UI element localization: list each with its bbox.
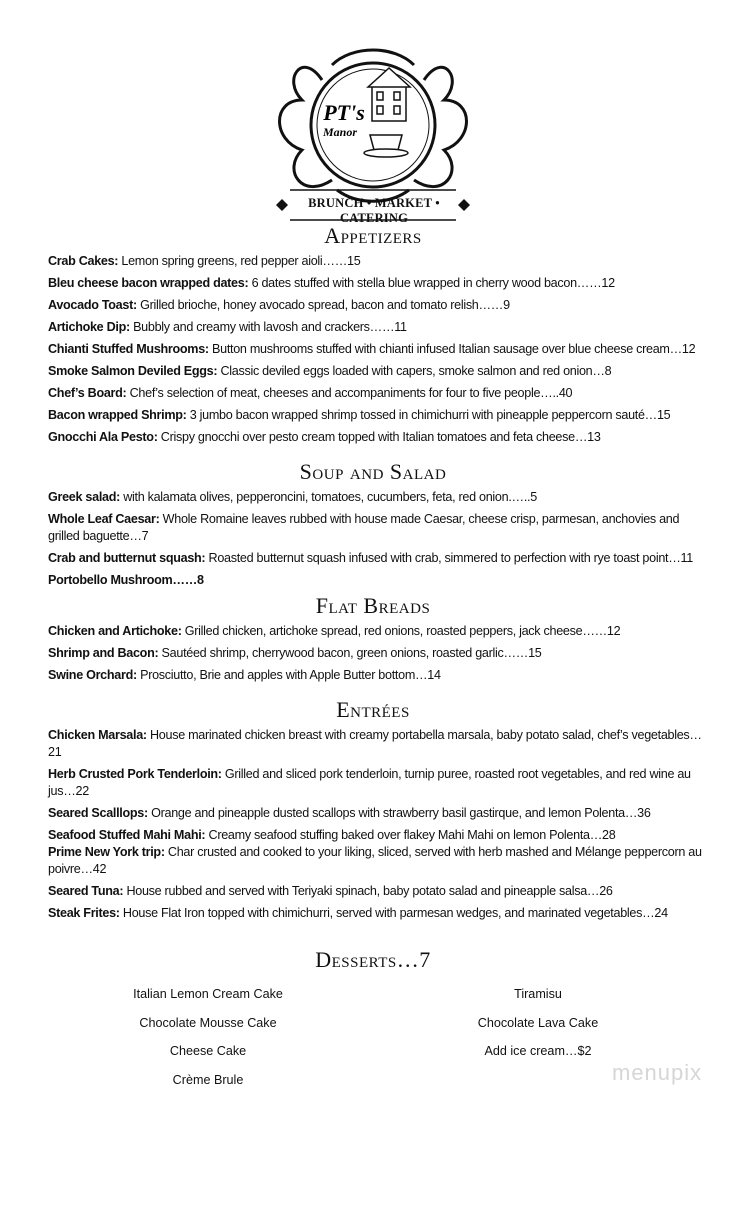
item-name: Smoke Salmon Deviled Eggs:	[48, 364, 218, 378]
item-name: Crab and butternut squash:	[48, 551, 206, 565]
item-name: Portobello Mushroom……8	[48, 573, 204, 587]
menu-item	[48, 844, 708, 878]
item-desc: 3 jumbo bacon wrapped shrimp tossed in chimichurri with pineapple peppercorn sauté…15	[186, 408, 671, 422]
dessert-item: Tiramisu	[514, 987, 562, 1001]
item-desc: Whole Romaine leaves rubbed with house made Caesar, cheese crisp, parmesan, anchovies and grilled baguette…7	[48, 512, 680, 543]
item-name: Chicken Marsala:	[48, 728, 147, 742]
item-name: Seared Scalllops:	[48, 806, 148, 820]
dessert-item: Crème Brule	[172, 1072, 244, 1087]
item-desc: House Flat Iron topped with chimichurri, served with parmesan wedges, and marinated vegetables…24	[119, 906, 668, 920]
menu-item	[48, 883, 708, 900]
item-name: Bleu cheese bacon wrapped dates:	[48, 276, 249, 290]
menu-item	[48, 297, 708, 314]
menu-item	[48, 905, 708, 922]
desserts-left-column	[78, 986, 338, 1100]
item-name: Herb Crusted Pork Tenderloin:	[48, 767, 222, 781]
item-desc: Roasted butternut squash infused with crab, simmered to perfection with rye toast point…11	[205, 551, 694, 565]
item-desc: House marinated chicken breast with creamy portabella marsala, baby potato salad, chef’s vegetables…21	[48, 728, 702, 759]
item-desc: 6 dates stuffed with stella blue wrapped in cherry wood bacon……12	[248, 276, 615, 290]
menu-item	[48, 623, 708, 640]
item-desc: Button mushrooms stuffed with chianti infused Italian sausage over blue cheese cream…12	[208, 342, 696, 356]
menu-item	[48, 727, 708, 761]
dessert-item: Add ice cream…$2	[484, 1044, 592, 1058]
item-desc: Bubbly and creamy with lavosh and crackers……11	[129, 320, 407, 334]
item-desc: Creamy seafood stuffing baked over flakey Mahi Mahi on lemon Polenta…28	[205, 828, 616, 842]
item-desc: Orange and pineapple dusted scallops with strawberry basil gastirque, and lemon Polenta…36	[147, 806, 651, 820]
item-name: Steak Frites:	[48, 906, 120, 920]
item-desc: House rubbed and served with Teriyaki spinach, baby potato salad and pineapple salsa…26	[123, 884, 613, 898]
item-name: Chianti Stuffed Mushrooms:	[48, 342, 209, 356]
menu-item	[48, 407, 708, 424]
menu-item	[48, 766, 708, 800]
menu-item	[48, 363, 708, 380]
item-name: Greek salad:	[48, 490, 121, 504]
item-name: Gnocchi Ala Pesto:	[48, 430, 158, 444]
flat-breads-heading: Flat Breads	[315, 593, 431, 618]
item-name: Seafood Stuffed Mahi Mahi:	[48, 828, 206, 842]
item-name: Whole Leaf Caesar:	[48, 512, 160, 526]
menu-item	[48, 489, 708, 506]
item-desc: Crispy gnocchi over pesto cream topped with Italian tomatoes and feta cheese…13	[157, 430, 601, 444]
item-name: Shrimp and Bacon:	[48, 646, 159, 660]
menu-item	[48, 253, 708, 270]
item-name: Seared Tuna:	[48, 884, 124, 898]
menu-item	[48, 645, 708, 662]
appetizers-heading: Appetizers	[324, 223, 422, 248]
desserts-heading: Desserts…7	[315, 947, 431, 972]
item-name: Avocado Toast:	[48, 298, 137, 312]
soup-salad-list	[48, 489, 708, 589]
item-desc: Classic deviled eggs loaded with capers, smoke salmon and red onion…8	[217, 364, 612, 378]
menu-item	[48, 572, 708, 589]
item-name: Prime New York trip:	[48, 845, 165, 859]
menu-item	[48, 319, 708, 336]
logo-sub: Manor	[322, 125, 358, 139]
item-desc: Grilled chicken, artichoke spread, red onions, roasted peppers, jack cheese……12	[181, 624, 621, 638]
item-desc: with kalamata olives, pepperoncini, tomatoes, cucumbers, feta, red onion.…..5	[120, 490, 537, 504]
item-name: Chicken and Artichoke:	[48, 624, 182, 638]
logo-tagline: BRUNCH • MARKET • CATERING	[308, 196, 440, 225]
menu-item	[48, 341, 708, 358]
menu-item	[48, 805, 708, 822]
flat-breads-list	[48, 623, 708, 684]
item-name: Swine Orchard:	[48, 668, 137, 682]
entrees-list	[48, 727, 708, 922]
menu-item	[48, 667, 708, 684]
item-desc: Prosciutto, Brie and apples with Apple Butter bottom…14	[136, 668, 441, 682]
soup-salad-heading: Soup and Salad	[299, 459, 447, 484]
item-desc: Lemon spring greens, red pepper aioli……15	[118, 254, 361, 268]
dessert-item: Cheese Cake	[169, 1044, 247, 1058]
menupix-watermark: menupix	[612, 1060, 703, 1085]
item-name: Bacon wrapped Shrimp:	[48, 408, 187, 422]
item-name: Artichoke Dip:	[48, 320, 130, 334]
item-name: Crab Cakes:	[48, 254, 119, 268]
item-name: Chef’s Board:	[48, 386, 127, 400]
item-desc: Sautéed shrimp, cherrywood bacon, green onions, roasted garlic……15	[158, 646, 542, 660]
item-desc: Char crusted and cooked to your liking, sliced, served with herb mashed and Mélange peppercorn au poivre…42	[48, 845, 702, 876]
menu-item	[48, 550, 708, 567]
entrees-heading: Entrées	[336, 697, 410, 722]
item-desc: Grilled brioche, honey avocado spread, bacon and tomato relish……9	[136, 298, 510, 312]
dessert-item: Italian Lemon Cream Cake	[133, 987, 283, 1001]
logo-name: PT's	[323, 100, 365, 125]
item-desc: Grilled and sliced pork tenderloin, turnip puree, roasted root vegetables, and red wine au jus…22	[48, 767, 691, 798]
menu-item	[48, 275, 708, 292]
menu-item	[48, 429, 708, 446]
item-desc: Chef’s selection of meat, cheeses and accompaniments for four to five people…..40	[126, 386, 573, 400]
menu-item	[48, 385, 708, 402]
dessert-item: Chocolate Lava Cake	[477, 1015, 599, 1030]
appetizers-list	[48, 253, 708, 446]
menu-item	[48, 827, 708, 844]
menu-item	[48, 511, 708, 545]
dessert-item: Chocolate Mousse Cake	[139, 1015, 277, 1030]
